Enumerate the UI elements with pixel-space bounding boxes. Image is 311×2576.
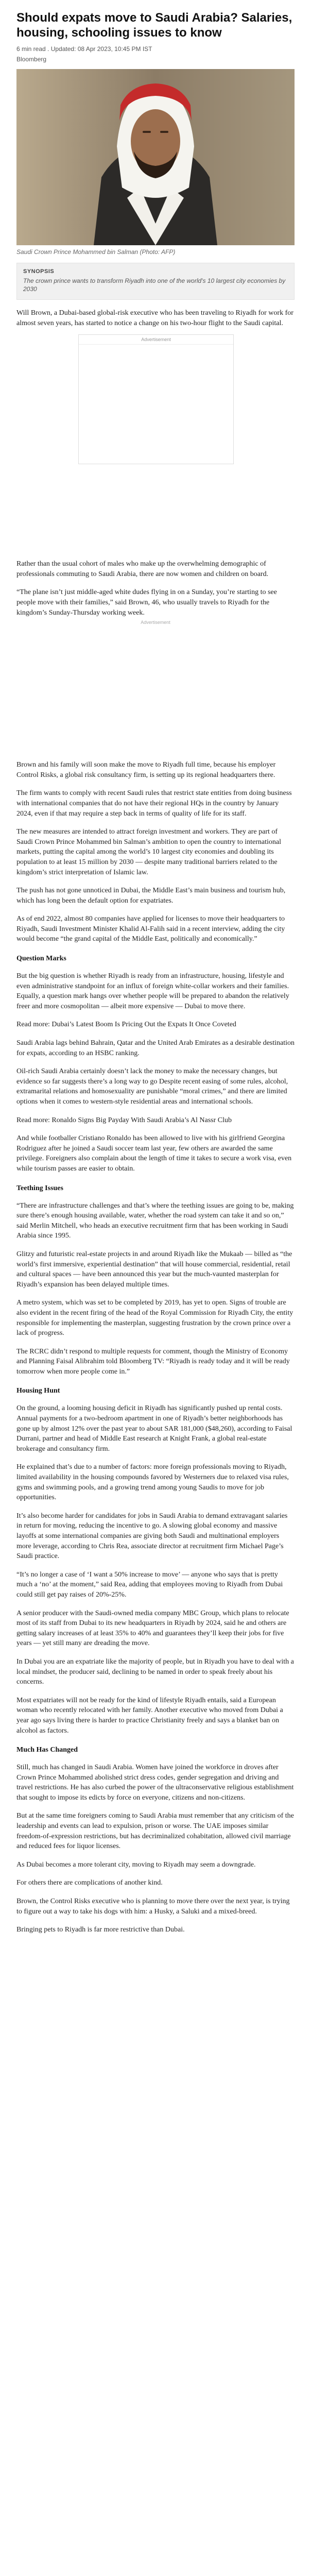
section-heading: Housing Hunt xyxy=(16,1387,60,1395)
paragraph: “There are infrastructure challenges and that’s where the teething issues are going to be, making sure there’s enough housing available, water, whether the road system can take it and so on,” said Merlin Mitchell, who heads an executive recruitment firm that has been working in Saudi Arabia since 1995. xyxy=(16,1201,294,1240)
paragraph: The RCRC didn’t respond to multiple requests for comment, though the Ministry of Economy and Planning Faisal Alibrahim told Bloomberg TV: “Riyadh is ready today and it will be ready tomorrow when more people come in.” xyxy=(16,1347,290,1376)
paragraph: Bringing pets to Riyadh is far more restrictive than Dubai. xyxy=(16,1926,185,1934)
paragraph: The push has not gone unnoticed in Dubai, the Middle East’s main business and tourism hub, which has long been the default option for expatriates. xyxy=(16,887,286,905)
paragraph: “The plane isn’t just middle-aged white dudes flying in on a Sunday, you’re starting to see people move with their families,” said Brown, 46, who usually travels to Riyadh for the kingdom’s Sunday-Thursday working week. xyxy=(16,588,277,617)
advertisement-label: Advertisement xyxy=(141,620,170,625)
advertisement-slot[interactable] xyxy=(16,618,295,752)
paragraph: Oil-rich Saudi Arabia certainly doesn’t lack the money to make the necessary changes, but evidence so far suggests there’s a long way to go Despite recent easing of some rules, alcohol, extramarital relations and homosexuality are punishable “moral crimes,” and there are limited options when it comes to western-style residential areas and international schools. xyxy=(16,1067,288,1106)
paragraph: The firm wants to comply with recent Saudi rules that restrict state entities from doing business with international companies that do not have their regional HQs in the country by January 2024, even if that may require a step back in terms of quality of life for its staff. xyxy=(16,789,292,818)
paragraph: As of end 2022, almost 80 companies have applied for licenses to move their headquarters to Riyadh, Saudi Investment Minister Khalid Al-Falih said in a recent interview, adding the city would become “the grand capital of the Middle East, politically and economically.” xyxy=(16,915,285,943)
synopsis-label: SYNOPSIS xyxy=(23,268,55,275)
spacer xyxy=(16,464,295,551)
article-source: Bloomberg xyxy=(16,56,47,63)
paragraph: But the big question is whether Riyadh is ready from an infrastructure, housing, lifestyle and even administrative standpoint for an influx of foreign white-collar workers and their families. Equally, a question mark hangs over whether people will be prepared to abandon the relatively freer and more cosmopolitan — albeit more expensive — Dubai to move there. xyxy=(16,972,289,1010)
advertisement-slot[interactable] xyxy=(78,334,234,464)
read-more-link[interactable]: Read more: Ronaldo Signs Big Payday With Saudi Arabia’s Al Nassr Club xyxy=(16,1116,232,1124)
hero-image xyxy=(16,69,295,245)
hero-photo-illustration xyxy=(16,69,295,245)
paragraph: On the ground, a looming housing deficit in Riyadh has significantly pushed up rental costs. Annual payments for a two-bedroom apartment in one of Riyadh’s better neighborhoods has gone up by almost 12% over the past year to about SAR 181,000 ($48,260), according to Faisal Durrani, partner and head of Middle East research at Knight Frank, a global real-estate brokerage and consultancy firm. xyxy=(16,1404,292,1453)
paragraph: He explained that’s due to a number of factors: more foreign professionals moving to Riyadh, limited availability in the housing compounds favored by Westerners due to relaxed visa rules, gyms and swimming pools, and a growing trend among young Saudis to move for job opportunities. xyxy=(16,1463,289,1502)
paragraph: Brown, the Control Risks executive who is planning to move there over the next year, is trying to figure out a way to take his dogs with him: a Husky, a Saluki and a mixed-breed. xyxy=(16,1897,290,1916)
section-heading: Question Marks xyxy=(16,955,66,963)
paragraph: “It’s no longer a case of ‘I want a 50% increase to move’ — anyone who says that is pretty much a ‘no’ at the moment,” said Rea, adding that employees moving to Riyadh from Dubai could still get pay raises of 20%-25%. xyxy=(16,1570,283,1599)
read-more-link[interactable]: Read more: Dubai’s Latest Boom Is Pricing Out the Expats It Once Coveted xyxy=(16,1021,236,1029)
paragraph: Saudi Arabia lags behind Bahrain, Qatar and the United Arab Emirates as a desirable destination for expats, according to an HSBC ranking. xyxy=(16,1039,295,1057)
paragraph: For others there are complications of another kind. xyxy=(16,1879,163,1887)
synopsis-text: The crown prince wants to transform Riyadh into one of the world's 10 largest city economies by 2030 xyxy=(23,277,286,293)
section-heading: Much Has Changed xyxy=(16,1746,78,1754)
paragraph: Will Brown, a Dubai-based global-risk executive who has been traveling to Riyadh for work for almost seven years, has started to notice a change on his two-hour flight to the Saudi capital. xyxy=(16,309,293,327)
paragraph: A senior producer with the Saudi-owned media company MBC Group, which plans to relocate most of its staff from Dubai to its new headquarters in Riyadh by 2024, said he and others are getting salary increases of at least 35% to 40% and guarantees they’ll keep their jobs for five years — yet still many are dreading the move. xyxy=(16,1609,289,1648)
article-meta: 6 min read . Updated: 08 Apr 2023, 10:45 PM IST xyxy=(16,45,152,53)
advertisement-label: Advertisement xyxy=(79,335,233,345)
article-column xyxy=(16,10,295,1935)
paragraph: The new measures are intended to attract foreign investment and workers. They are part of Saudi Crown Prince Mohammed bin Salman’s ambition to open the country to international markets, putting the capital among the world’s 10 largest city economies and doubling its population to at least 15 million by 2030 — despite many traditional barriers related to the kingdom’s strict interpretation of Islamic law. xyxy=(16,828,282,876)
synopsis-box xyxy=(16,263,295,300)
paragraph: In Dubai you are an expatriate like the majority of people, but in Riyadh you have to deal with a local mindset, the producer said, declining to be named in order to speak freely about his concerns. xyxy=(16,1657,294,1686)
article-headline: Should expats move to Saudi Arabia? Salaries, housing, schooling issues to know xyxy=(16,11,292,40)
paragraph: Glitzy and futuristic real-estate projects in and around Riyadh like the Mukaab — billed as “the world’s first immersive, experiential destination” that will house commercial, residential, retail and cultural spaces — have been announced this year but the much-vaunted masterplan for Riyadh’s expansion has been delayed multiple times. xyxy=(16,1250,292,1289)
paragraph: And while footballer Cristiano Ronaldo has been allowed to live with his girlfriend Georgina Rodriguez after he joined a Saudi soccer team last year, few others are awarded the same privilege. Foreigners also complain about the length of time it takes to secure a work visa, even while tourism passes are easier to obtain. xyxy=(16,1134,292,1173)
paragraph: But at the same time foreigners coming to Saudi Arabia must remember that any criticism of the leadership and events can lead to expulsion, prison or worse. The UAE imposes similar freedom-of-expression restrictions, but has decriminalized cohabitation, allowed civil marriage and reduced fees for liquor licenses. xyxy=(16,1812,294,1851)
paragraph: Still, much has changed in Saudi Arabia. Women have joined the workforce in droves after Crown Prince Mohammed abolished strict dress codes, gender segregation and driving and travel restrictions. He has also curbed the power of the ultraconservative religious establishment that sought to impose its edicts by force on everyone, citizens and non-citizens. xyxy=(16,1764,294,1802)
paragraph: Most expatriates will not be ready for the kind of lifestyle Riyadh entails, said a European woman who recently relocated with her family. Another executive who moved from Dubai a year ago says living there is harder to practice Christianity freely and says a blanket ban on alcohol as factors. xyxy=(16,1696,283,1735)
paragraph: Rather than the usual cohort of males who make up the overwhelming demographic of professionals commuting to Saudi Arabia, there are now women and children on board. xyxy=(16,560,269,578)
paragraph: It’s also become harder for candidates for jobs in Saudi Arabia to demand extravagant salaries in return for moving, reducing the incentive to go. A slowing global economy and massive layoffs at some international companies are giving both Saudi and multinational employers more leverage, according to Chris Rea, associate director at recruitment firm Michael Page’s Saudi practice. xyxy=(16,1512,288,1561)
hero-caption: Saudi Crown Prince Mohammed bin Salman (Photo: AFP) xyxy=(16,248,176,256)
paragraph: A metro system, which was set to be completed by 2019, has yet to open. Signs of trouble are also evident in the recent firing of the head of the Royal Commission for Riyadh City, the entity responsible for implementing the masterplan, suggesting frustration by the crown prince over a lack of progress. xyxy=(16,1299,293,1337)
section-heading: Teething Issues xyxy=(16,1184,63,1192)
paragraph: Brown and his family will soon make the move to Riyadh full time, because his employer Control Risks, a global risk consultancy firm, is setting up its regional headquarters there. xyxy=(16,761,276,779)
paragraph: As Dubai becomes a more tolerant city, moving to Riyadh may seem a downgrade. xyxy=(16,1860,256,1869)
